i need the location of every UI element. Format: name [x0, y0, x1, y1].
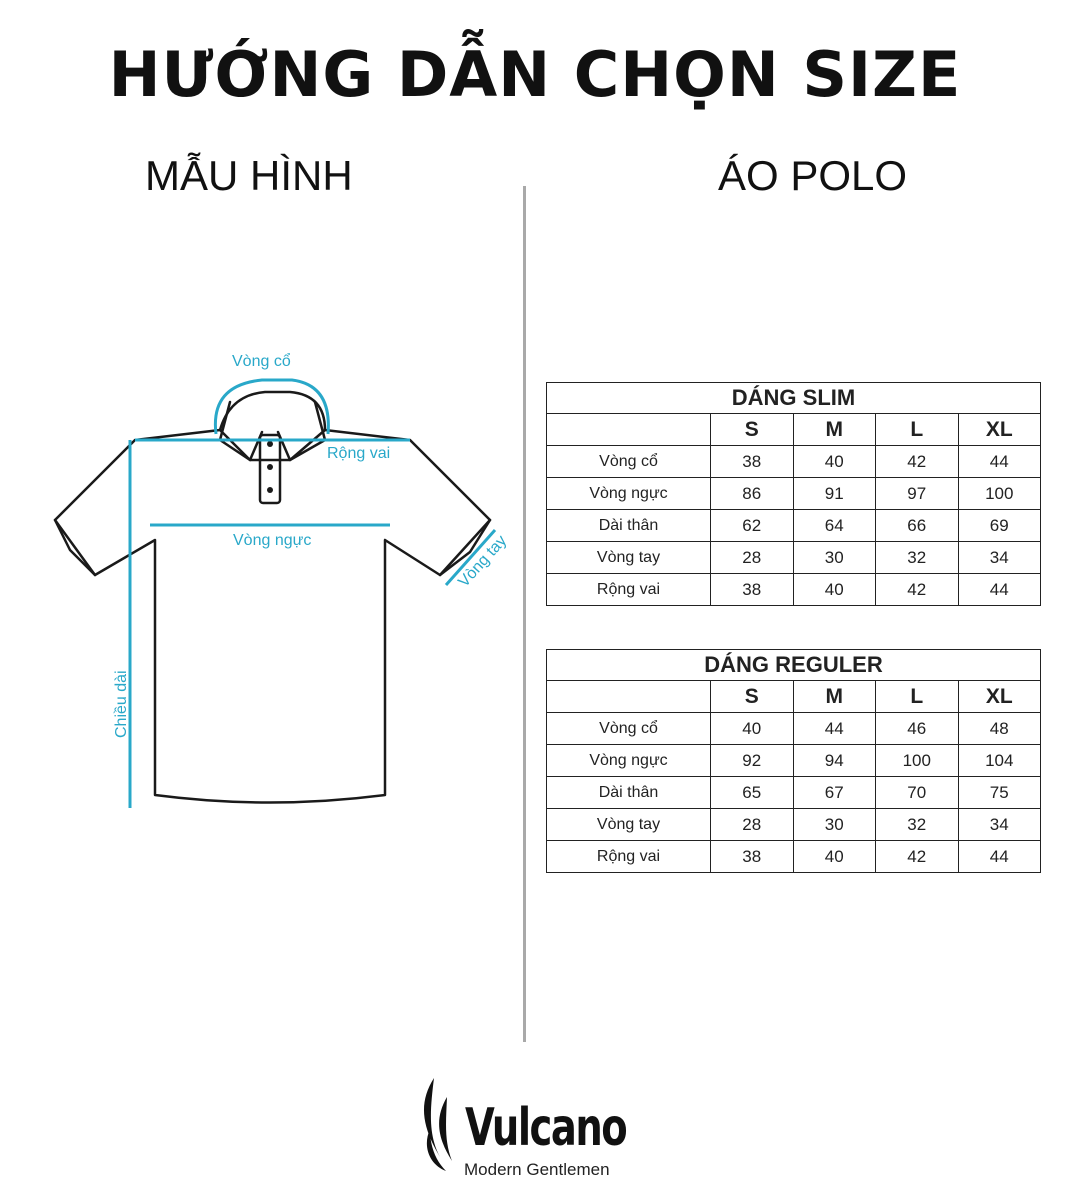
value-cell: 38 — [711, 446, 794, 478]
left-heading: MẪU HÌNH — [145, 152, 353, 199]
row-label: Dài thân — [547, 510, 711, 542]
row-label: Rộng vai — [547, 574, 711, 606]
header-blank-cell — [547, 681, 711, 713]
size-header: L — [876, 681, 959, 713]
value-cell: 34 — [958, 809, 1041, 841]
size-header: M — [793, 414, 876, 446]
row-label: Dài thân — [547, 777, 711, 809]
value-cell: 86 — [711, 478, 794, 510]
value-cell: 38 — [711, 841, 794, 873]
value-cell: 44 — [958, 446, 1041, 478]
value-cell: 104 — [958, 745, 1041, 777]
value-cell: 38 — [711, 574, 794, 606]
value-cell: 42 — [876, 574, 959, 606]
collar-label: Vòng cổ — [232, 353, 291, 370]
row-label: Vòng cổ — [547, 713, 711, 745]
value-cell: 30 — [793, 542, 876, 574]
row-label: Vòng tay — [547, 809, 711, 841]
value-cell: 42 — [876, 446, 959, 478]
value-cell: 46 — [876, 713, 959, 745]
value-cell: 28 — [711, 809, 794, 841]
value-cell: 91 — [793, 478, 876, 510]
value-cell: 70 — [876, 777, 959, 809]
value-cell: 44 — [793, 713, 876, 745]
value-cell: 44 — [958, 574, 1041, 606]
value-cell: 94 — [793, 745, 876, 777]
chest-label: Vòng ngực — [233, 532, 312, 549]
value-cell: 40 — [711, 713, 794, 745]
table-row — [547, 713, 1041, 745]
table-row — [547, 478, 1041, 510]
value-cell: 32 — [876, 809, 959, 841]
value-cell: 92 — [711, 745, 794, 777]
value-cell: 42 — [876, 841, 959, 873]
size-header: XL — [958, 414, 1041, 446]
value-cell: 67 — [793, 777, 876, 809]
size-header: XL — [958, 681, 1041, 713]
polo-shirt-diagram — [40, 340, 520, 820]
value-cell: 34 — [958, 542, 1041, 574]
right-heading: ÁO POLO — [718, 152, 908, 199]
sleeve-label: Vòng tay — [455, 532, 511, 591]
divider — [523, 186, 526, 1042]
shoulder-label: Rộng vai — [327, 445, 391, 462]
value-cell: 66 — [876, 510, 959, 542]
value-cell: 30 — [793, 809, 876, 841]
value-cell: 62 — [711, 510, 794, 542]
row-label: Vòng ngực — [547, 478, 711, 510]
length-label: Chiều dài — [113, 670, 130, 738]
reguler-table-title: DÁNG REGULER — [547, 650, 1041, 681]
row-label: Vòng cổ — [547, 446, 711, 478]
size-header: S — [711, 414, 794, 446]
value-cell: 48 — [958, 713, 1041, 745]
table-row — [547, 574, 1041, 606]
value-cell: 64 — [793, 510, 876, 542]
brand-tagline: Modern Gentlemen — [464, 1160, 610, 1179]
header-blank-cell — [547, 414, 711, 446]
row-label: Rộng vai — [547, 841, 711, 873]
table-row — [547, 510, 1041, 542]
value-cell: 28 — [711, 542, 794, 574]
table-row — [547, 841, 1041, 873]
table-row — [547, 809, 1041, 841]
table-row — [547, 542, 1041, 574]
slim-size-table — [546, 382, 1041, 606]
value-cell: 40 — [793, 841, 876, 873]
size-header: S — [711, 681, 794, 713]
size-header: L — [876, 414, 959, 446]
reguler-size-table — [546, 649, 1041, 873]
table-row — [547, 745, 1041, 777]
table-row — [547, 446, 1041, 478]
brand-name: Vulcano — [465, 1098, 627, 1158]
value-cell: 100 — [876, 745, 959, 777]
value-cell: 40 — [793, 446, 876, 478]
value-cell: 97 — [876, 478, 959, 510]
table-row — [547, 777, 1041, 809]
size-header: M — [793, 681, 876, 713]
value-cell: 44 — [958, 841, 1041, 873]
value-cell: 40 — [793, 574, 876, 606]
value-cell: 75 — [958, 777, 1041, 809]
page-title: HƯỚNG DẪN CHỌN SIZE — [108, 38, 962, 111]
row-label: Vòng tay — [547, 542, 711, 574]
value-cell: 100 — [958, 478, 1041, 510]
value-cell: 65 — [711, 777, 794, 809]
slim-table-title: DÁNG SLIM — [547, 383, 1041, 414]
row-label: Vòng ngực — [547, 745, 711, 777]
value-cell: 69 — [958, 510, 1041, 542]
value-cell: 32 — [876, 542, 959, 574]
